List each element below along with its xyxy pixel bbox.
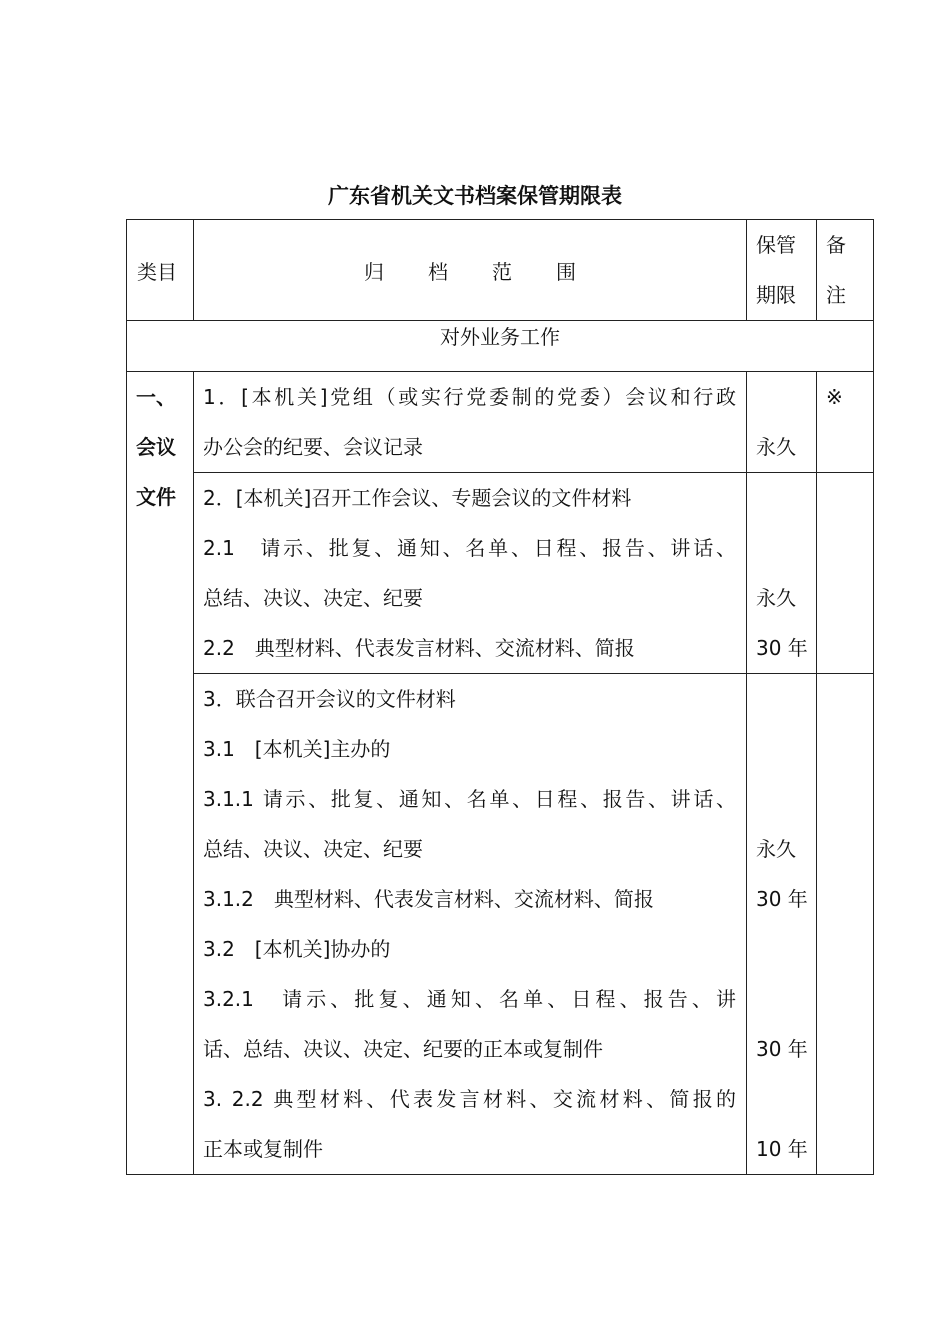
note-line	[817, 724, 873, 774]
scope-line: 2.1 请示、批复、通知、名单、日程、报告、讲话、	[203, 536, 736, 560]
header-scope-char: 归	[364, 259, 384, 284]
note-line	[817, 774, 873, 824]
header-period-line: 期限	[756, 283, 796, 307]
scope-line: 3.2 [本机关]协办的	[203, 937, 391, 961]
scope-line: 办公会的纪要、会议记录	[203, 435, 423, 459]
retention-table	[126, 219, 874, 1175]
note-line	[817, 473, 873, 523]
period-line	[747, 774, 816, 824]
page-title: 广东省机关文书档案保管期限表	[328, 184, 622, 208]
scope-line: 2．[本机关]召开工作会议、专题会议的文件材料	[203, 486, 632, 510]
scope-line: 3.2.1 请示、批复、通知、名单、日程、报告、讲	[203, 987, 736, 1011]
note-line	[817, 974, 873, 1024]
category-cell	[127, 372, 194, 1175]
note-line	[817, 573, 873, 623]
table-row	[127, 674, 874, 1175]
note-cell	[817, 473, 874, 674]
scope-cell	[194, 674, 747, 1175]
note-line	[817, 674, 873, 724]
header-scope-char: 范	[492, 259, 512, 284]
note-mark: ※	[826, 385, 843, 409]
period-line	[747, 372, 816, 422]
note-line	[817, 523, 873, 573]
period-line	[747, 924, 816, 974]
scope-line: 3.1 [本机关]主办的	[203, 737, 391, 761]
note-line	[817, 1024, 873, 1074]
scope-line: 正本或复制件	[203, 1137, 323, 1161]
header-scope-char: 围	[556, 259, 576, 284]
section-title: 对外业务工作	[127, 321, 874, 372]
period-cell	[747, 473, 817, 674]
scope-line: 2.2 典型材料、代表发言材料、交流材料、简报	[203, 636, 635, 660]
period-line: 30 年	[756, 636, 808, 660]
scope-line: 3．联合召开会议的文件材料	[203, 687, 456, 711]
scope-line: 话、总结、决议、决定、纪要的正本或复制件	[203, 1037, 603, 1061]
table-row	[127, 473, 874, 674]
period-line	[747, 974, 816, 1024]
period-cell	[747, 372, 817, 473]
period-line	[747, 1074, 816, 1124]
header-note	[817, 220, 874, 321]
period-cell	[747, 674, 817, 1175]
header-category: 类目	[127, 220, 194, 321]
scope-cell	[194, 372, 747, 473]
note-cell	[817, 674, 874, 1175]
category-line: 文件	[136, 485, 176, 509]
period-line: 30 年	[756, 1037, 808, 1061]
period-line: 永久	[756, 435, 796, 459]
note-line	[817, 874, 873, 924]
header-scope	[194, 220, 747, 321]
header-scope-char: 档	[428, 259, 448, 284]
note-line	[817, 824, 873, 874]
note-line	[817, 924, 873, 974]
scope-line: 总结、决议、决定、纪要	[203, 586, 423, 610]
period-line: 30 年	[756, 887, 808, 911]
scope-cell	[194, 473, 747, 674]
header-period	[747, 220, 817, 321]
section-row	[127, 321, 874, 372]
period-line	[747, 724, 816, 774]
period-line	[747, 473, 816, 523]
period-line	[747, 523, 816, 573]
scope-line: 3.1.2 典型材料、代表发言材料、交流材料、简报	[203, 887, 654, 911]
period-line: 永久	[756, 837, 796, 861]
header-period-line: 保管	[756, 233, 796, 257]
category-line: 会议	[136, 435, 176, 459]
scope-line: 3. 2.2 典型材料、代表发言材料、交流材料、简报的	[203, 1087, 736, 1111]
scope-line: 总结、决议、决定、纪要	[203, 837, 423, 861]
note-line	[817, 623, 873, 673]
category-line: 一、	[136, 385, 176, 409]
note-line	[817, 1074, 873, 1124]
note-cell	[817, 372, 874, 473]
note-line	[817, 1124, 873, 1174]
header-note-line: 备	[826, 233, 846, 257]
scope-line: 3.1.1 请示、批复、通知、名单、日程、报告、讲话、	[203, 787, 736, 811]
header-row	[127, 220, 874, 321]
header-note-line: 注	[826, 283, 846, 307]
period-line: 10 年	[756, 1137, 808, 1161]
scope-line: 1．[本机关]党组（或实行党委制的党委）会议和行政	[203, 385, 736, 409]
table-row	[127, 372, 874, 473]
period-line	[747, 674, 816, 724]
note-line	[817, 422, 873, 472]
period-line: 永久	[756, 586, 796, 610]
